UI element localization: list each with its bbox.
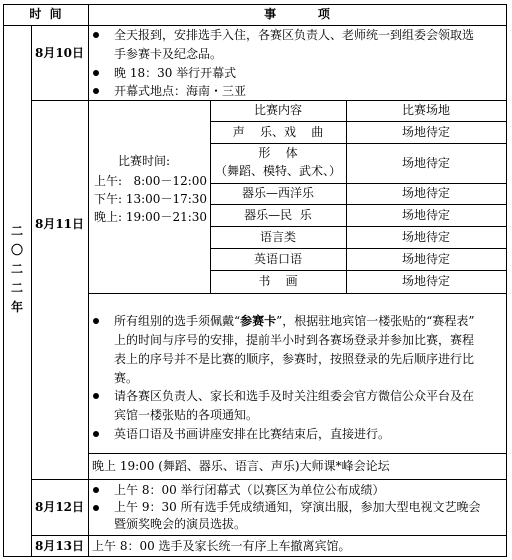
table-border-bottom — [3, 556, 507, 557]
day2-note-3 — [114, 425, 390, 444]
inner-table-bottom — [88, 293, 507, 294]
text-line: 开幕式地点：海南・三亚 — [114, 84, 247, 98]
schedule-afternoon: 下午: 13:00－17:30 — [94, 192, 208, 206]
schedule-morning: 上午: 8:00－12:00 — [94, 174, 208, 188]
event-english-oral: 英语口语 — [253, 252, 302, 266]
text-line: 上的时间与序号的安排，提前半小时到各赛场登录并参加比赛，赛程 — [114, 333, 475, 347]
inner-row-line — [210, 226, 507, 227]
event-venue: 场地待定 — [401, 186, 450, 200]
year-char: 年 — [10, 300, 23, 314]
year-char: 二 — [10, 262, 23, 276]
inner-row-line — [210, 121, 507, 122]
year-char: 二 — [10, 224, 23, 238]
date-column-divider — [88, 4, 89, 557]
text-span: ”，根据驻地宾馆一楼张贴的“赛程表” — [276, 314, 475, 328]
year-char: 〇 — [10, 243, 23, 257]
event-venue: 场地待定 — [401, 274, 450, 288]
column-header-content: 比赛内容 — [253, 103, 302, 117]
year-char: 二 — [10, 281, 23, 295]
bullet-icon — [93, 431, 99, 437]
bullet-icon — [93, 70, 99, 76]
event-western-instrument: 器乐—西洋乐 — [241, 186, 314, 200]
day1-note-3 — [114, 82, 246, 101]
text-line — [114, 312, 475, 331]
text-line: 暨颁奖晚会的演员选拔。 — [114, 517, 247, 531]
event-painting-calligraphy: 书 画 — [258, 274, 298, 288]
text-line: 晚 18：30 举行开幕式 — [114, 66, 237, 80]
inner-row-line — [210, 270, 507, 271]
event-venue: 场地待定 — [401, 252, 450, 266]
table-border-left — [3, 4, 4, 557]
day4-note: 上午 8：00 选手及家长统一有序上车撤离宾馆。 — [92, 539, 351, 553]
row-divider-day1 — [31, 100, 507, 101]
event-venue: 场地待定 — [401, 156, 450, 170]
event-vocal-opera: 声 乐、戏 曲 — [232, 125, 324, 139]
participant-card-term: 参赛卡 — [240, 314, 277, 328]
row-divider-day2 — [31, 479, 507, 480]
text-line: 上午 8：00 举行闭幕式（以赛区为单位公布成绩） — [114, 483, 385, 497]
event-venue: 场地待定 — [401, 208, 450, 222]
row-divider-day3 — [31, 535, 507, 536]
column-header-venue: 比赛场地 — [401, 103, 450, 117]
date-aug-13: 8月13日 — [34, 539, 85, 553]
day3-note-2 — [114, 499, 481, 533]
day1-note-1 — [114, 26, 474, 64]
event-folk-instrument: 器乐—民 乐 — [244, 208, 312, 222]
day2-note-1 — [114, 312, 475, 388]
day3-note-1 — [114, 481, 385, 500]
text-line: 手参赛卡及纪念品。 — [114, 47, 223, 61]
header-items: 事 项 — [264, 7, 330, 21]
text-line: 英语口语及书画讲座安排在比赛结束后，直接进行。 — [114, 427, 391, 441]
year-vertical-label — [9, 222, 25, 317]
table-border-top — [3, 4, 507, 5]
inner-row-line — [210, 183, 507, 184]
bullet-icon — [93, 318, 99, 324]
inner-row-line — [210, 143, 507, 144]
event-body: 形 体 — [258, 146, 298, 160]
event-venue: 场地待定 — [401, 125, 450, 139]
evening-event-divider — [88, 453, 507, 454]
text-line: 赛。 — [114, 371, 139, 385]
schedule-title: 比赛时间: — [118, 154, 171, 168]
day2-note-2 — [114, 387, 474, 425]
bullet-icon — [93, 393, 99, 399]
text-line: 上午 9：30 所有选手凭成绩通知，穿演出服，参加大型电视文艺晚会 — [114, 500, 481, 514]
year-column-divider — [31, 25, 32, 557]
day1-note-2 — [114, 64, 236, 83]
text-line: 表上的序号并不是比赛的顺序，参赛时，按照登录的先后顺序进行比 — [114, 352, 475, 366]
event-language: 语言类 — [259, 230, 296, 244]
inner-row-line — [210, 204, 507, 205]
text-line: 宾馆一楼张贴的各项通知。 — [114, 408, 259, 422]
date-aug-11: 8月11日 — [34, 217, 85, 231]
inner-row-line — [210, 248, 507, 249]
text-line: 全天报到，安排选手入住，各赛区负责人、老师统一到组委会领取选 — [114, 28, 475, 42]
bullet-icon — [93, 88, 99, 94]
bullet-icon — [93, 32, 99, 38]
event-body-detail: （舞蹈、模特、武术、） — [214, 164, 341, 178]
evening-masterclass: 晚上 19:00 (舞蹈、器乐、语言、声乐)大师课*峰会论坛 — [92, 459, 390, 473]
text-span: 所有组别的选手须佩戴“ — [114, 314, 241, 328]
text-line: 请各赛区负责人、家长和选手及时关注组委会官方微信公众平台及在 — [114, 389, 475, 403]
header-time: 时 间 — [29, 7, 62, 21]
bullet-icon — [93, 487, 99, 493]
table-border-right — [506, 4, 507, 557]
event-venue: 场地待定 — [401, 230, 450, 244]
date-aug-12: 8月12日 — [34, 500, 85, 514]
bullet-icon — [93, 505, 99, 511]
date-aug-10: 8月10日 — [34, 46, 85, 60]
schedule-evening: 晚上: 19:00－21:30 — [94, 210, 208, 224]
